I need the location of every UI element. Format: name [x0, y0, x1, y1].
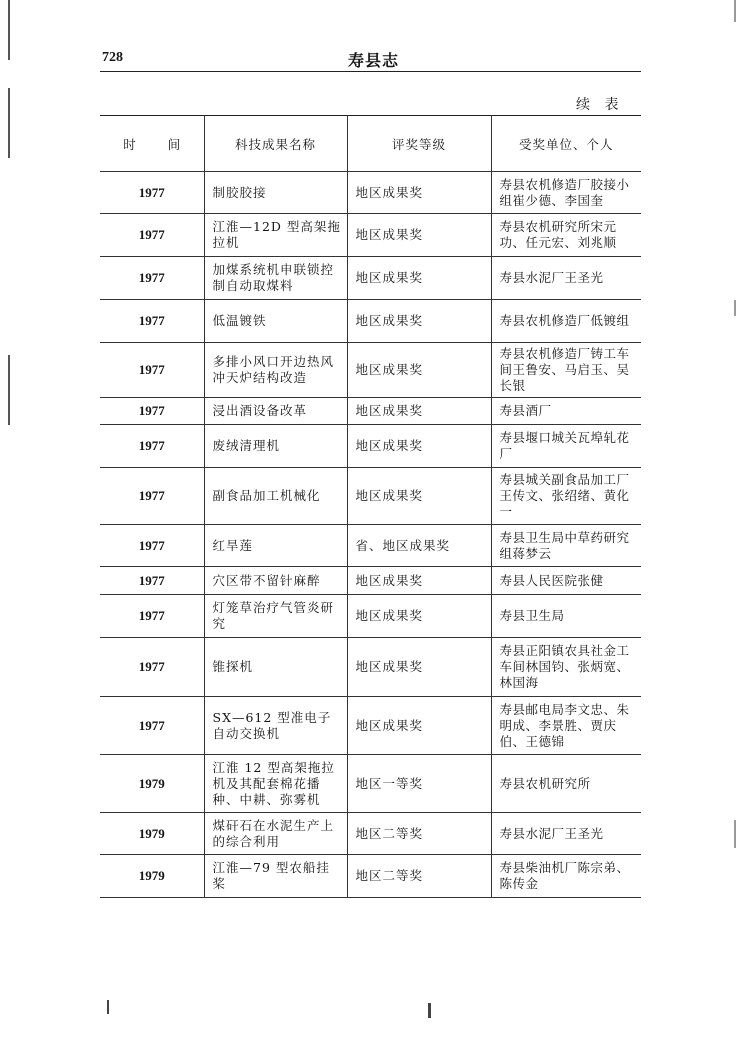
table-body — [100, 172, 641, 898]
year-cell: 1977 — [100, 172, 204, 214]
year-cell: 1977 — [100, 595, 204, 638]
page-number: 728 — [102, 50, 123, 65]
table-row — [100, 638, 641, 697]
recipient-cell: 寿县城关副食品加工厂王传文、张绍绪、黄化一 — [491, 468, 641, 525]
achievement-cell: 红旱莲 — [204, 525, 347, 567]
year-cell: 1977 — [100, 567, 204, 595]
column-header-award-level: 评奖等级 — [347, 116, 491, 172]
achievement-cell: 锥探机 — [204, 638, 347, 697]
year-cell: 1977 — [100, 398, 204, 425]
achievement-cell: 穴区带不留针麻醉 — [204, 567, 347, 595]
recipient-cell: 寿县正阳镇农具社金工车间林国钧、张炳宽、林国海 — [491, 638, 641, 697]
recipient-cell: 寿县农机修造厂胶接小组崔少德、李国奎 — [491, 172, 641, 214]
recipient-cell: 寿县酒厂 — [491, 398, 641, 425]
header-rule — [100, 71, 641, 72]
award-level-cell: 地区成果奖 — [347, 257, 491, 300]
bottom-scan-mark — [428, 1003, 431, 1018]
table-row — [100, 398, 641, 425]
recipient-cell: 寿县农机研究所宋元功、任元宏、刘兆顺 — [491, 214, 641, 257]
book-title: 寿县志 — [347, 51, 399, 70]
right-margin-mark — [734, 820, 736, 848]
table-row — [100, 813, 641, 855]
awards-table — [100, 115, 641, 898]
table-row — [100, 468, 641, 525]
achievement-cell: 多排小风口开边热风冲天炉结构改造 — [204, 343, 347, 398]
recipient-cell: 寿县邮电局李文忠、朱明成、李景胜、贾庆伯、王德锦 — [491, 697, 641, 755]
award-level-cell: 地区成果奖 — [347, 697, 491, 755]
table-row — [100, 525, 641, 567]
year-cell: 1977 — [100, 257, 204, 300]
award-level-cell: 地区成果奖 — [347, 300, 491, 343]
year-cell: 1977 — [100, 525, 204, 567]
year-cell: 1977 — [100, 468, 204, 525]
left-margin-mark — [8, 88, 10, 158]
table-row — [100, 425, 641, 468]
achievement-cell: 江淮—79 型农船挂桨 — [204, 855, 347, 898]
left-margin-mark — [8, 355, 10, 425]
table-row — [100, 697, 641, 755]
table-row — [100, 214, 641, 257]
year-cell: 1979 — [100, 855, 204, 898]
achievement-cell: 加煤系统机申联锁控制自动取煤料 — [204, 257, 347, 300]
year-cell: 1979 — [100, 755, 204, 813]
year-cell: 1977 — [100, 638, 204, 697]
left-margin-mark — [8, 0, 10, 60]
award-level-cell: 地区成果奖 — [347, 468, 491, 525]
table-row — [100, 855, 641, 898]
award-level-cell: 地区成果奖 — [347, 638, 491, 697]
recipient-cell: 寿县水泥厂王圣光 — [491, 257, 641, 300]
achievement-cell: 灯笼草治疗气管炎研究 — [204, 595, 347, 638]
achievement-cell: 制胶胶接 — [204, 172, 347, 214]
bottom-scan-mark — [107, 1000, 109, 1014]
achievement-cell: 副食品加工机械化 — [204, 468, 347, 525]
award-level-cell: 地区一等奖 — [347, 755, 491, 813]
recipient-cell: 寿县卫生局 — [491, 595, 641, 638]
award-level-cell: 省、地区成果奖 — [347, 525, 491, 567]
year-cell: 1977 — [100, 300, 204, 343]
recipient-cell: 寿县人民医院张健 — [491, 567, 641, 595]
achievement-cell: 江淮—12D 型高架拖拉机 — [204, 214, 347, 257]
column-header-recipient: 受奖单位、个人 — [491, 116, 641, 172]
year-cell: 1977 — [100, 343, 204, 398]
recipient-cell: 寿县卫生局中草药研究组蒋梦云 — [491, 525, 641, 567]
award-level-cell: 地区成果奖 — [347, 398, 491, 425]
column-header-achievement: 科技成果名称 — [204, 116, 347, 172]
achievement-cell: 江淮 12 型高架拖拉机及其配套棉花播种、中耕、弥雾机 — [204, 755, 347, 813]
table-row — [100, 567, 641, 595]
achievement-cell: SX—612 型准电子自动交换机 — [204, 697, 347, 755]
right-margin-mark — [734, 0, 736, 22]
achievement-cell: 浸出酒设备改革 — [204, 398, 347, 425]
right-margin-mark — [734, 300, 736, 316]
award-level-cell: 地区二等奖 — [347, 855, 491, 898]
achievement-cell: 废绒清理机 — [204, 425, 347, 468]
recipient-cell: 寿县农机修造厂铸工车间王鲁安、马启玉、吴长银 — [491, 343, 641, 398]
table-row — [100, 300, 641, 343]
table-row — [100, 343, 641, 398]
year-cell: 1979 — [100, 813, 204, 855]
achievement-cell: 低温镀铁 — [204, 300, 347, 343]
year-cell: 1977 — [100, 697, 204, 755]
year-cell: 1977 — [100, 214, 204, 257]
table-row — [100, 257, 641, 300]
table-row — [100, 595, 641, 638]
award-level-cell: 地区成果奖 — [347, 214, 491, 257]
continued-label: 续 表 — [576, 97, 619, 113]
award-level-cell: 地区成果奖 — [347, 343, 491, 398]
award-level-cell: 地区成果奖 — [347, 567, 491, 595]
award-level-cell: 地区二等奖 — [347, 813, 491, 855]
table-row — [100, 755, 641, 813]
column-header-time: 时 间 — [100, 116, 204, 172]
table-header — [100, 116, 641, 172]
year-cell: 1977 — [100, 425, 204, 468]
award-level-cell: 地区成果奖 — [347, 425, 491, 468]
award-level-cell: 地区成果奖 — [347, 172, 491, 214]
recipient-cell: 寿县水泥厂王圣光 — [491, 813, 641, 855]
table-row — [100, 172, 641, 214]
recipient-cell: 寿县柴油机厂陈宗弟、陈传金 — [491, 855, 641, 898]
achievement-cell: 煤矸石在水泥生产上的综合利用 — [204, 813, 347, 855]
recipient-cell: 寿县堰口城关瓦埠轧花厂 — [491, 425, 641, 468]
recipient-cell: 寿县农机研究所 — [491, 755, 641, 813]
recipient-cell: 寿县农机修造厂低镀组 — [491, 300, 641, 343]
award-level-cell: 地区成果奖 — [347, 595, 491, 638]
